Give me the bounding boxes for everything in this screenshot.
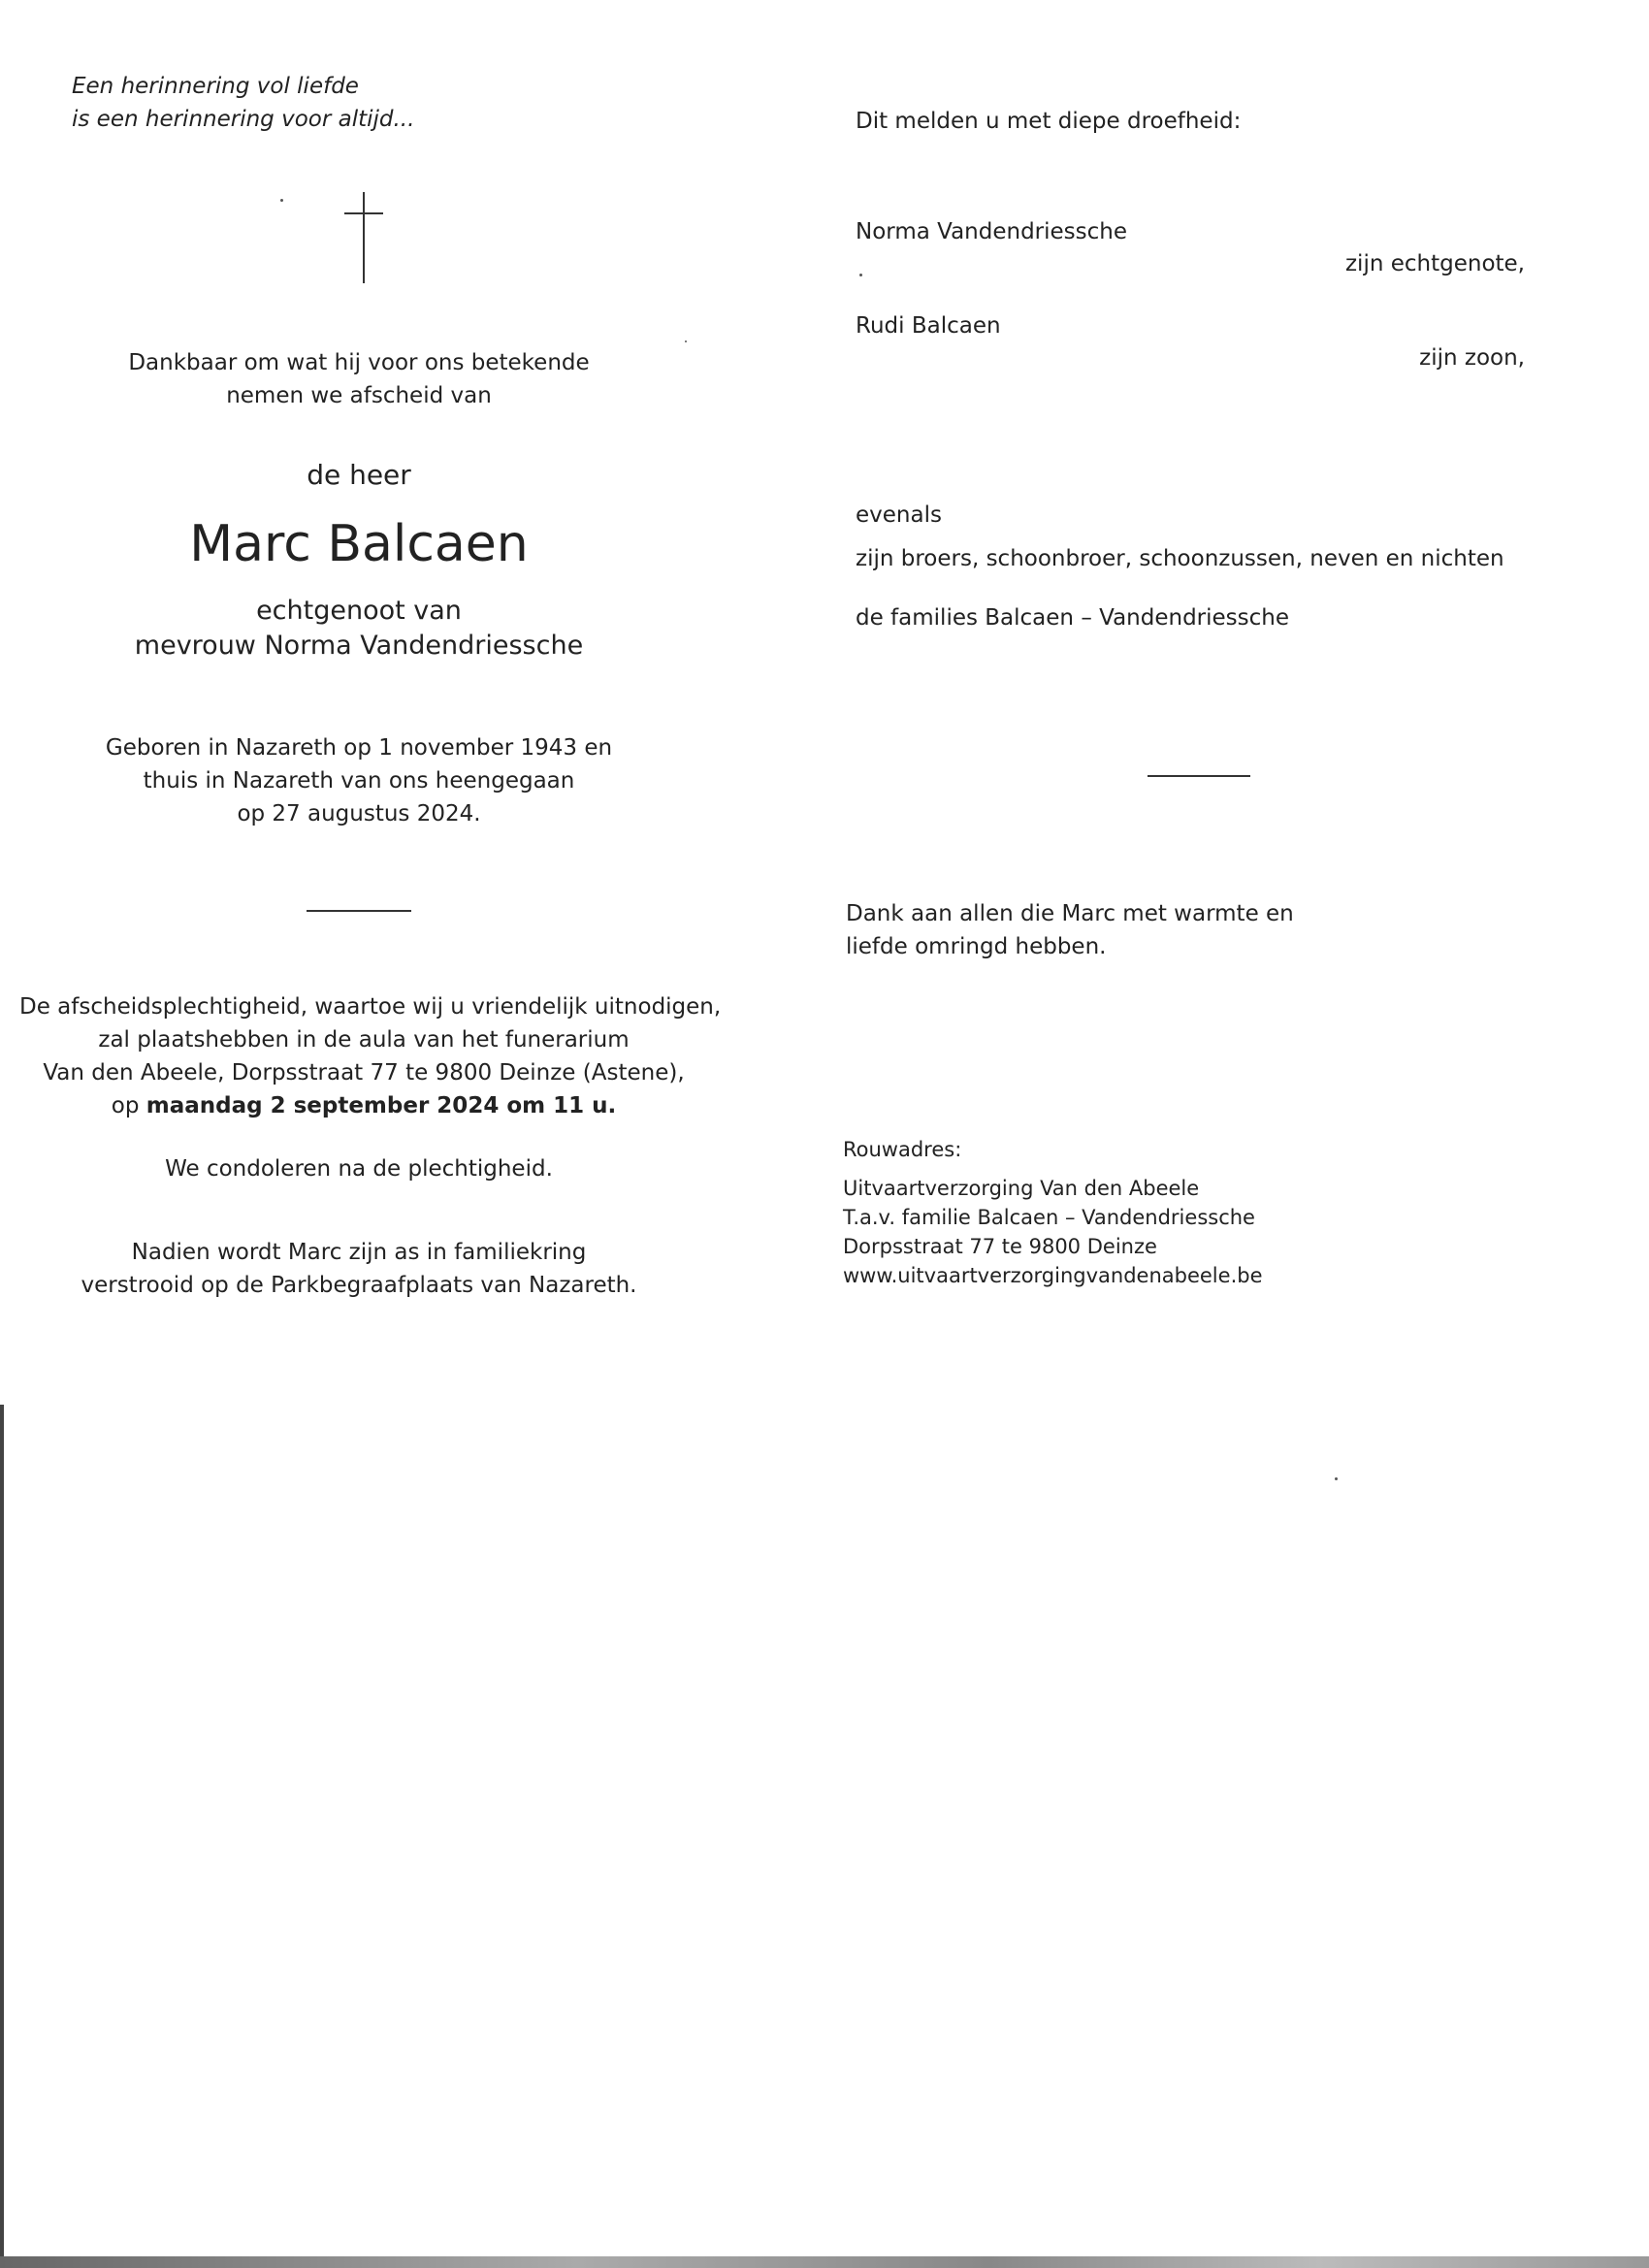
- address-heading: Rouwadres:: [843, 1138, 962, 1161]
- ashes-line: Nadien wordt Marc zijn as in familiekring: [131, 1240, 587, 1265]
- thanks-line: liefde omringd hebben.: [846, 934, 1107, 959]
- motto: [72, 70, 414, 136]
- intro-text: [68, 346, 650, 412]
- intro-line: nemen we afscheid van: [226, 383, 492, 408]
- address-website: www.uitvaartverzorgingvandenabeele.be: [843, 1264, 1263, 1287]
- birth-death-info: [68, 731, 650, 830]
- birth-death-line: thuis in Nazareth van ons heengegaan: [143, 768, 575, 794]
- address-line: Dorpsstraat 77 te 9800 Deinze: [843, 1235, 1157, 1258]
- spouse-line: mevrouw Norma Vandendriessche: [134, 631, 584, 661]
- scan-speck: [1335, 1477, 1338, 1480]
- mourner-relation: zijn zoon,: [1419, 345, 1525, 371]
- honorific: de heer: [307, 459, 411, 491]
- ceremony-date-prefix: op: [111, 1093, 146, 1118]
- birth-death-line: Geboren in Nazareth op 1 november 1943 en: [105, 735, 613, 761]
- ceremony-line: De afscheidsplechtigheid, waartoe wij u vriendelijk uitnodigen,: [19, 994, 722, 1020]
- spouse-line: echtgenoot van: [256, 596, 462, 626]
- mourner-relation: zijn echtgenote,: [1344, 251, 1525, 276]
- divider: [1148, 775, 1250, 777]
- intro-line: Dankbaar om wat hij voor ons betekende: [128, 350, 590, 375]
- thanks-line: Dank aan allen die Marc met warmte en: [846, 901, 1294, 926]
- ceremony-line: zal plaatshebben in de aula van het funerarium: [98, 1027, 630, 1053]
- latin-cross-icon: [344, 192, 383, 283]
- families-line: de families Balcaen – Vandendriessche: [856, 605, 1290, 631]
- thanks-note: [846, 897, 1294, 963]
- motto-line: is een herinnering voor altijd...: [72, 107, 415, 132]
- mourner-name: Norma Vandendriessche: [856, 219, 1128, 244]
- spouse-info: [68, 594, 650, 664]
- scan-speck: [280, 199, 283, 202]
- mourner-name: Rudi Balcaen: [856, 313, 1001, 339]
- scan-speck: [859, 274, 862, 276]
- ashes-info: [39, 1236, 679, 1302]
- motto-line: Een herinnering vol liefde: [72, 74, 359, 99]
- scan-edge: [0, 1405, 4, 2268]
- siblings-line: zijn broers, schoonbroer, schoonzussen, neven en nichten: [856, 546, 1504, 571]
- mourning-address: [843, 1174, 1263, 1290]
- address-line: Uitvaartverzorging Van den Abeele: [843, 1177, 1200, 1200]
- address-line: T.a.v. familie Balcaen – Vandendriessche: [843, 1206, 1255, 1229]
- scan-edge: [0, 2256, 1649, 2268]
- ceremony-date: maandag 2 september 2024 om 11 u.: [146, 1093, 617, 1118]
- birth-death-line: op 27 augustus 2024.: [237, 801, 481, 826]
- family-intro: evenals: [856, 502, 942, 528]
- ashes-line: verstrooid op de Parkbegraafplaats van Nazareth.: [81, 1273, 637, 1298]
- scan-speck: [685, 340, 687, 342]
- deceased-name: Marc Balcaen: [189, 515, 529, 573]
- condolences-note: We condoleren na de plechtigheid.: [165, 1156, 553, 1182]
- ceremony-info: [19, 990, 722, 1122]
- divider: [307, 910, 411, 912]
- ceremony-date-line: [19, 1089, 708, 1122]
- ceremony-line: Van den Abeele, Dorpsstraat 77 te 9800 Deinze (Astene),: [43, 1060, 685, 1085]
- announcement: Dit melden u met diepe droefheid:: [856, 109, 1242, 134]
